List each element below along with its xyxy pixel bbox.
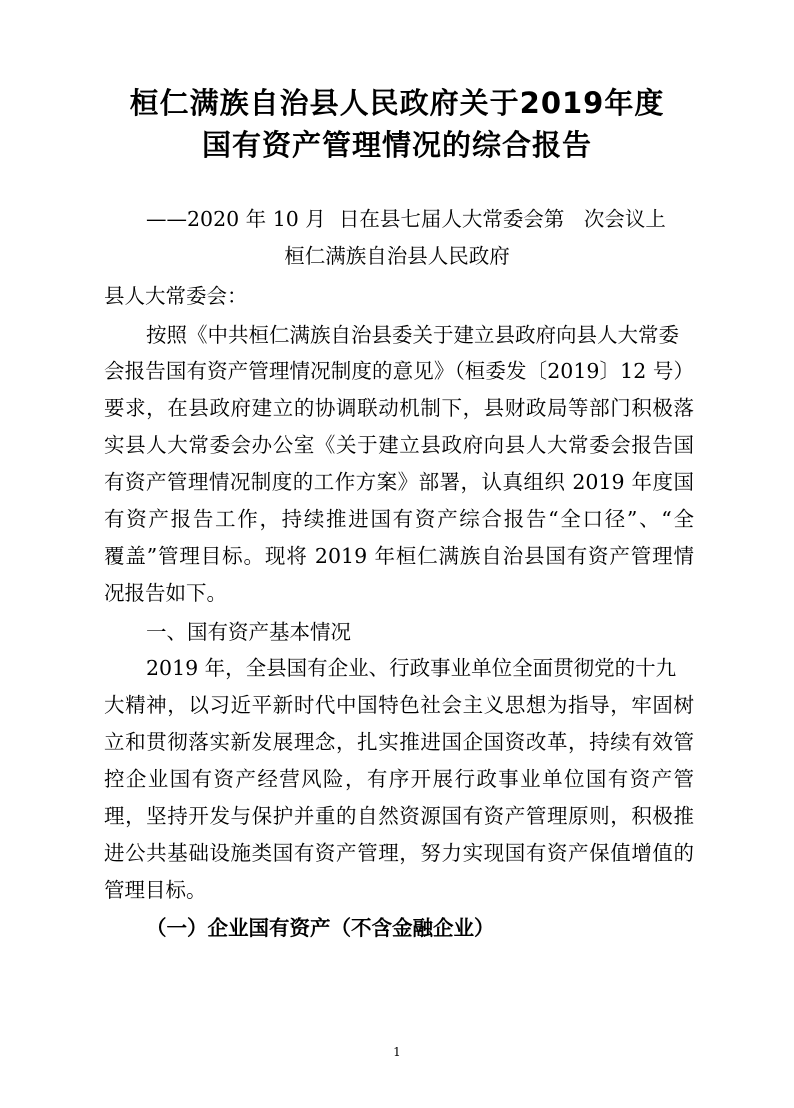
paragraph-line: 有资产管理情况制度的工作方案》部署，认真组织 2019 年度国 — [104, 470, 694, 494]
subsection-heading: （一）企业国有资产（不含金融企业） — [146, 916, 495, 940]
paragraph-line: 要求，在县政府建立的协调联动机制下，县财政局等部门积极落 — [104, 396, 694, 420]
page-number: 1 — [393, 1045, 401, 1059]
paragraph-line: 进公共基础设施类国有资产管理，努力实现国有资产保值增值的 — [104, 841, 694, 865]
paragraph-line: 2019 年，全县国有企业、行政事业单位全面贯彻党的十九 — [146, 656, 677, 680]
paragraph-line: 立和贯彻落实新发展理念，扎实推进国企国资改革，持续有效管 — [104, 730, 694, 754]
paragraph-line: 覆盖”管理目标。现将 2019 年桓仁满族自治县国有资产管理情 — [104, 544, 694, 568]
paragraph-line: 况报告如下。 — [104, 581, 227, 605]
paragraph-line: 理，坚持开发与保护并重的自然资源国有资产管理原则，积极推 — [104, 804, 694, 828]
salutation: 县人大常委会： — [104, 284, 248, 308]
document-title-line-1: 桓仁满族自治县人民政府关于2019年度 — [129, 86, 665, 120]
paragraph-line: 控企业国有资产经营风险，有序开展行政事业单位国有资产管 — [104, 767, 694, 791]
paragraph-line: 大精神，以习近平新时代中国特色社会主义思想为指导，牢固树 — [104, 693, 694, 717]
document-title-line-2: 国有资产管理情况的综合报告 — [201, 128, 592, 162]
issuer-line: 桓仁满族自治县人民政府 — [284, 244, 510, 268]
paragraph-line: 按照《中共桓仁满族自治县委关于建立县政府向县人大常委 — [146, 323, 679, 347]
meeting-subtitle: ——2020 年 10 月 日在县七届人大常委会第 次会议上 — [146, 207, 666, 231]
paragraph-line: 管理目标。 — [104, 878, 207, 902]
paragraph-line: 有资产报告工作，持续推进国有资产综合报告“全口径”、“全 — [104, 507, 694, 531]
paragraph-line: 会报告国有资产管理情况制度的意见》（桓委发〔2019〕12 号） — [104, 359, 694, 383]
section-heading: 一、国有资产基本情况 — [146, 620, 351, 644]
paragraph-line: 实县人大常委会办公室《关于建立县政府向县人大常委会报告国 — [104, 433, 694, 457]
